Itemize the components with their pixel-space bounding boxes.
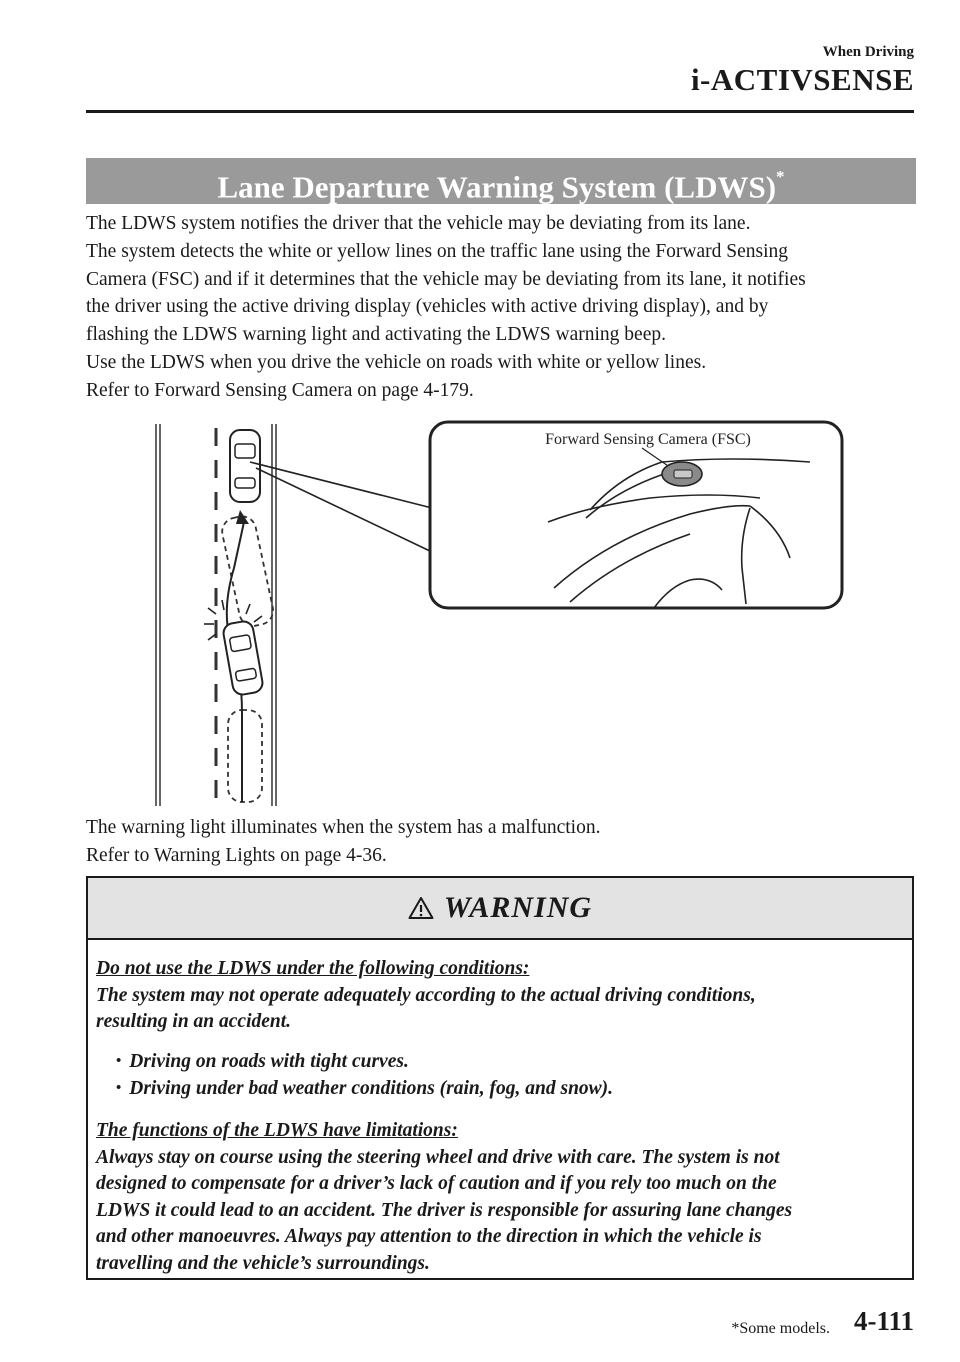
- warning-bullet: • Driving on roads with tight curves.: [96, 1049, 912, 1077]
- warning-line: The system may not operate adequately according to the actual driving conditions,: [96, 984, 756, 1006]
- intro-line: The LDWS system notifies the driver that the vehicle may be deviating from its lane.: [86, 213, 751, 234]
- warning-line: travelling and the vehicle’s surroundings.: [96, 1252, 430, 1274]
- warning-header: [88, 878, 912, 940]
- warning-line: LDWS it could lead to an accident. The driver is responsible for assuring lane changes: [96, 1199, 793, 1221]
- intro-line: flashing the LDWS warning light and activating the LDWS warning beep.: [86, 324, 666, 346]
- header-rule: [86, 110, 914, 113]
- footnote: *Some models.: [731, 1320, 830, 1337]
- section-title: Lane Departure Warning System (LDWS): [217, 169, 777, 205]
- warning-bullet-list: [96, 1049, 912, 1104]
- header-chapter: i-ACTIVSENSE: [690, 62, 914, 97]
- intro-line: Refer to Forward Sensing Camera on page 4-179.: [86, 379, 474, 401]
- fsc-camera-icon: [662, 462, 702, 486]
- fsc-label: Forward Sensing Camera (FSC): [545, 431, 751, 448]
- warning-title: WARNING: [443, 891, 593, 924]
- page-number: 4-111: [853, 1306, 914, 1336]
- intro-line: Use the LDWS when you drive the vehicle on roads with white or yellow lines.: [86, 351, 707, 373]
- malfunction-paragraph: [86, 814, 936, 870]
- intro-paragraph: [86, 210, 936, 405]
- warning-body: [88, 940, 912, 1278]
- car-deviating: [222, 620, 264, 696]
- warning-heading: The functions of the LDWS have limitations:: [96, 1119, 458, 1141]
- intro-line: The system detects the white or yellow lines on the traffic lane using the Forward Sensing: [86, 240, 789, 262]
- warning-box: [86, 876, 914, 1280]
- body-line: The warning light illuminates when the system has a malfunction.: [86, 817, 601, 838]
- some-models-mark: *: [776, 167, 785, 186]
- warning-line: resulting in an accident.: [96, 1011, 292, 1033]
- intro-line: the driver using the active driving display (vehicles with active driving display), and by: [86, 296, 769, 318]
- ldws-illustration: [150, 418, 850, 810]
- warning-triangle-icon: [408, 896, 434, 920]
- warning-line: designed to compensate for a driver’s lack of caution and if you rely too much on the: [96, 1173, 777, 1195]
- warning-heading: Do not use the LDWS under the following conditions:: [96, 958, 530, 979]
- intro-line: Camera (FSC) and if it determines that the vehicle may be deviating from its lane, it notifies: [86, 268, 806, 290]
- header-section: When Driving: [822, 44, 914, 60]
- warning-bullet: • Driving under bad weather conditions (rain, fog, and snow).: [96, 1076, 912, 1104]
- section-title-banner: [86, 158, 916, 204]
- car-top: [230, 430, 260, 502]
- body-line: Refer to Warning Lights on page 4-36.: [86, 844, 387, 866]
- warning-line: Always stay on course using the steering wheel and drive with care. The system is not: [96, 1146, 780, 1168]
- warning-line: and other manoeuvres. Always pay attention to the direction in which the vehicle is: [96, 1226, 762, 1248]
